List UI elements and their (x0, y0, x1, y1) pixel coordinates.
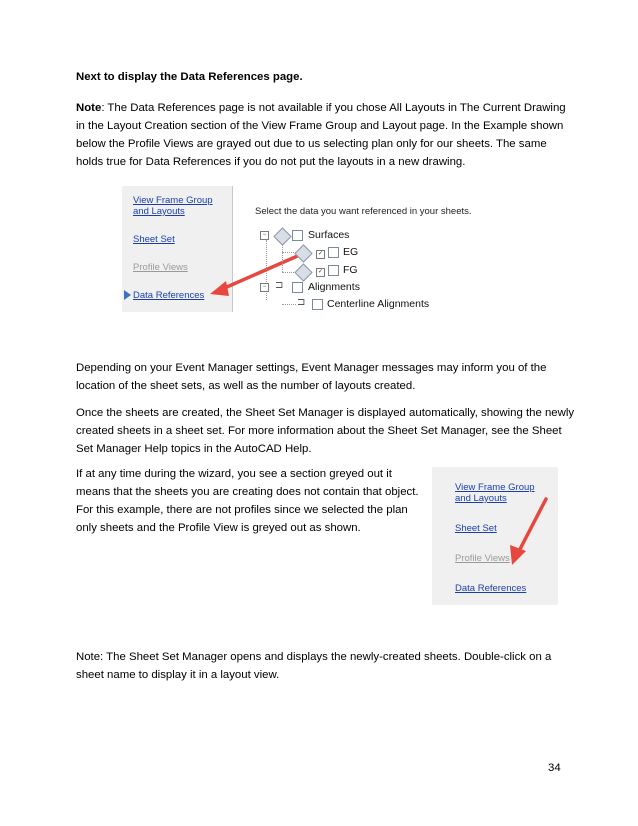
nav-profile-views-2: Profile Views (455, 553, 510, 564)
note-text: : The Data References page is not available if you chose All Layouts in The Current Drawing in the Layout Creation section of the View Frame Group and Layout page. In the Example shown below the Profile Views are grayed out due to us selecting plan only for our sheets. The same holds true for Data References if you do not put the layouts in a new drawing. (76, 102, 566, 168)
select-data-prompt: Select the data you want referenced in your sheets. (255, 206, 472, 217)
tree-alignments-label: Alignments (308, 281, 360, 293)
collapse-alignments-icon[interactable]: − (260, 283, 269, 292)
current-step-arrow-icon (124, 290, 132, 300)
centerline-checkbox[interactable] (312, 299, 323, 310)
nav-sheet-set[interactable]: Sheet Set (133, 234, 175, 245)
collapse-surfaces-icon[interactable]: − (260, 231, 269, 240)
nav-data-references-2[interactable]: Data References (455, 583, 527, 594)
nav-sheet-set-2[interactable]: Sheet Set (455, 523, 497, 534)
page-number: 34 (548, 762, 561, 774)
tree-eg-label: EG (343, 246, 359, 258)
data-references-screenshot (122, 186, 514, 312)
surface-folder-icon (273, 227, 291, 245)
nav-view-frame-group[interactable]: View Frame Group and Layouts (133, 195, 213, 217)
fg-checkbox[interactable] (328, 265, 339, 276)
alignments-checkbox[interactable] (292, 282, 303, 293)
sheet-set-manager-paragraph: Once the sheets are created, the Sheet Set Manager is displayed automatically, showing the newly created sheets in a sheet set. For more information about the Sheet Set Manager, see the Sheet Set Manager Help topics in the AutoCAD Help. (76, 407, 575, 455)
greyed-out-paragraph: If at any time during the wizard, you see a section greyed out it means that the sheets you are creating does not contain that object. For this example, there are not profiles since we selected the plan only sheets and the Profile View is greyed out as shown. (76, 468, 419, 534)
section-heading: Next to display the Data References page. (76, 71, 303, 83)
fg-small-checkbox-icon: ✓ (317, 269, 324, 275)
tree-centerline-label: Centerline Alignments (327, 298, 430, 310)
nav-data-references[interactable]: Data References (133, 290, 205, 301)
eg-checkbox[interactable] (328, 247, 339, 258)
greyed-out-screenshot (432, 467, 558, 605)
surfaces-checkbox[interactable] (292, 230, 303, 241)
red-pointer-arrow-icon (504, 495, 554, 567)
nav-profile-views: Profile Views (133, 262, 188, 273)
eg-small-checkbox-icon: ✓ (317, 251, 324, 257)
tree-surfaces-label: Surfaces (308, 229, 350, 241)
note-paragraph (76, 99, 576, 171)
nav-view-frame-group-2[interactable]: View Frame Group and Layouts (455, 482, 535, 504)
note-sheet-set-manager: Note: The Sheet Set Manager opens and displays the newly-created sheets. Double-click on a sheet name to display it in a layout view. (76, 651, 552, 681)
centerline-alignment-icon: ⊐ (297, 297, 306, 308)
note-label: Note (76, 102, 102, 114)
tree-fg-label: FG (343, 264, 358, 276)
alignment-icon: ⊐ (275, 280, 284, 291)
event-manager-paragraph: Depending on your Event Manager settings, Event Manager messages may inform you of the location of the sheet sets, as well as the number of layouts created. (76, 362, 547, 392)
